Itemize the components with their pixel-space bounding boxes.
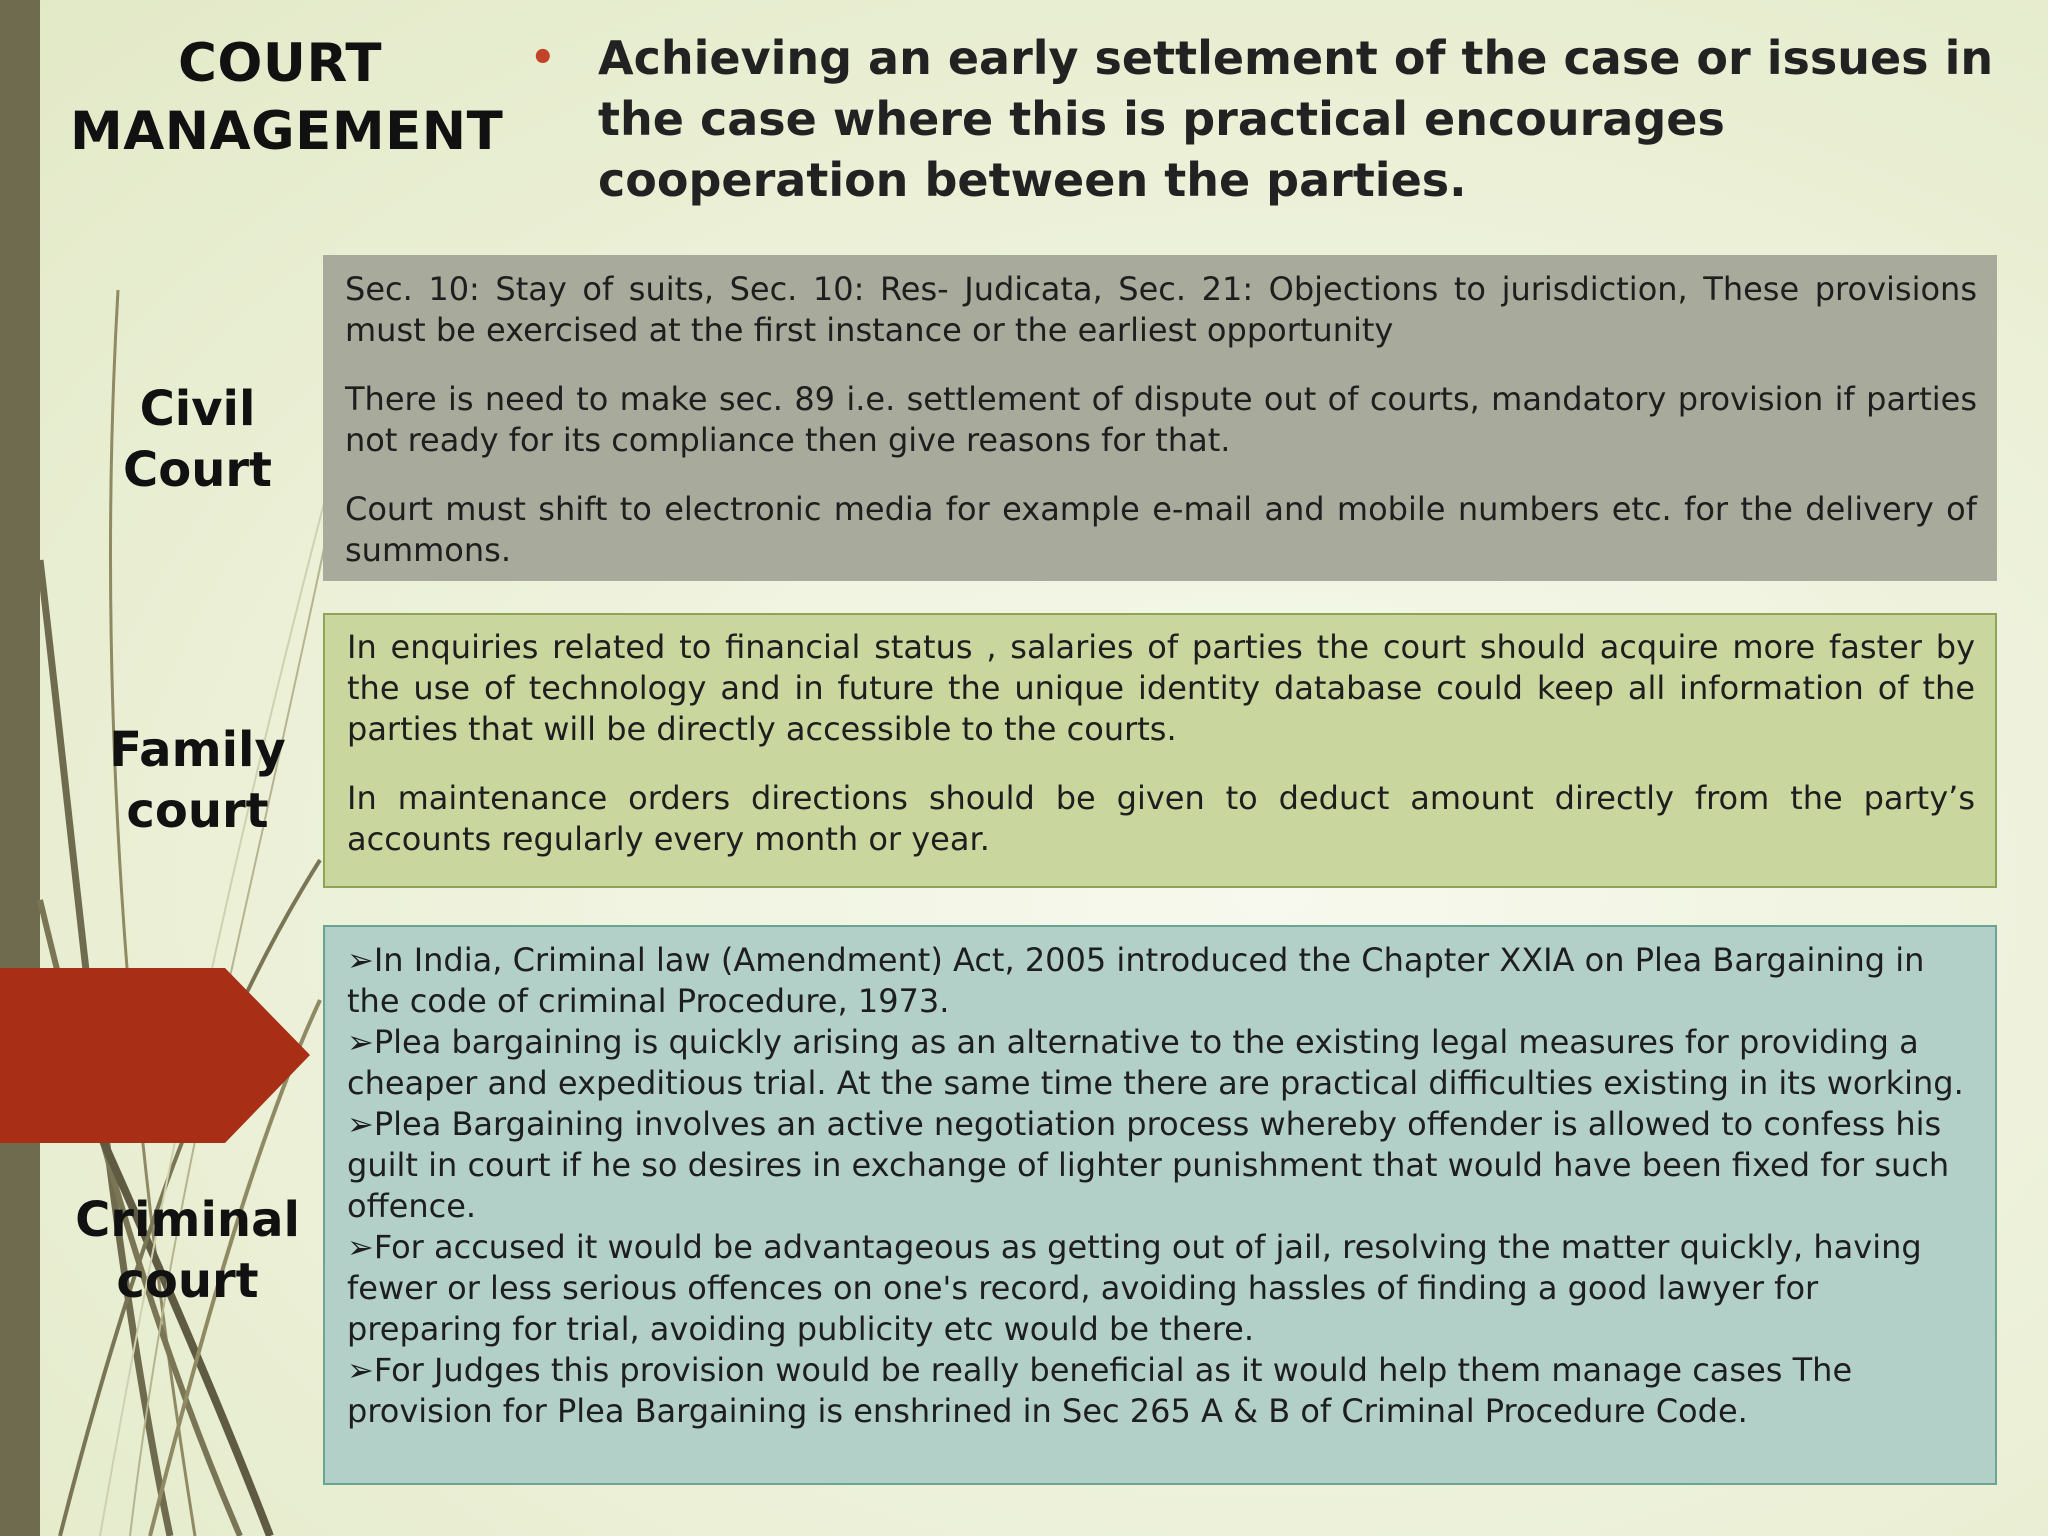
- arrow-bullet-icon: ➢: [347, 1228, 374, 1266]
- bullet-dot-icon: •: [530, 35, 556, 81]
- criminal-bullet-item: [347, 1227, 1975, 1350]
- family-court-label: Family court: [109, 722, 286, 839]
- civil-paragraph: Sec. 10: Stay of suits, Sec. 10: Res- Judicata, Sec. 21: Objections to jurisdiction, These provisions must be exercised at the first instance or the earliest opportunity: [345, 270, 1977, 349]
- civil-court-box: [323, 255, 1997, 581]
- civil-paragraph: Court must shift to electronic media for example e-mail and mobile numbers etc. for the delivery of summons.: [345, 490, 1977, 569]
- criminal-bullet-text: Plea Bargaining involves an active negotiation process whereby offender is allowed to confess his guilt in court if he so desires in exchange of lighter punishment that would have been fixed for such offence.: [347, 1105, 1950, 1225]
- family-paragraph: In maintenance orders directions should be given to deduct amount directly from the party’s accounts regularly every month or year.: [347, 779, 1975, 858]
- criminal-bullet-text: For accused it would be advantageous as getting out of jail, resolving the matter quickly, having fewer or less serious offences on one's record, avoiding hassles of finding a good lawyer for preparing for trial, avoiding publicity etc would be there.: [347, 1228, 1922, 1348]
- criminal-bullet-text: For Judges this provision would be really beneficial as it would help them manage cases The provision for Plea Bargaining is enshrined in Sec 265 A & B of Criminal Procedure Code.: [347, 1351, 1853, 1430]
- headline-bullet-item: [530, 28, 2020, 211]
- civil-court-label: Civil Court: [123, 381, 272, 498]
- criminal-bullet-item: [347, 1022, 1975, 1104]
- criminal-court-box: [323, 925, 1997, 1485]
- left-accent-bar: [0, 0, 40, 1536]
- headline-text: Achieving an early settlement of the case or issues in the case where this is practical encourages cooperation between the parties.: [598, 31, 1994, 207]
- family-paragraph: In enquiries related to financial status , salaries of parties the court should acquire more faster by the use of technology and in future the unique identity database could keep all information of the parties that will be directly accessible to the courts.: [347, 628, 1975, 748]
- red-pointer-arrow: [0, 968, 310, 1143]
- family-court-box: [323, 613, 1997, 888]
- criminal-bullet-item: [347, 1104, 1975, 1227]
- criminal-bullet-item: [347, 1350, 1975, 1432]
- arrow-bullet-icon: ➢: [347, 1023, 374, 1061]
- civil-paragraph: There is need to make sec. 89 i.e. settlement of dispute out of courts, mandatory provision if parties not ready for its compliance then give reasons for that.: [345, 380, 1977, 459]
- arrow-bullet-icon: ➢: [347, 1105, 374, 1143]
- criminal-bullet-text: Plea bargaining is quickly arising as an alternative to the existing legal measures for providing a cheaper and expeditious trial. At the same time there are practical difficulties existing in its working.: [347, 1023, 1964, 1102]
- criminal-court-label: Criminal court: [75, 1192, 300, 1309]
- arrow-bullet-icon: ➢: [347, 941, 374, 979]
- arrow-bullet-icon: ➢: [347, 1351, 374, 1389]
- slide-title: COURT MANAGEMENT: [70, 33, 504, 162]
- criminal-bullet-text: In India, Criminal law (Amendment) Act, 2005 introduced the Chapter XXIA on Plea Bargaining in the code of criminal Procedure, 1973.: [347, 941, 1925, 1020]
- criminal-bullet-item: [347, 940, 1975, 1022]
